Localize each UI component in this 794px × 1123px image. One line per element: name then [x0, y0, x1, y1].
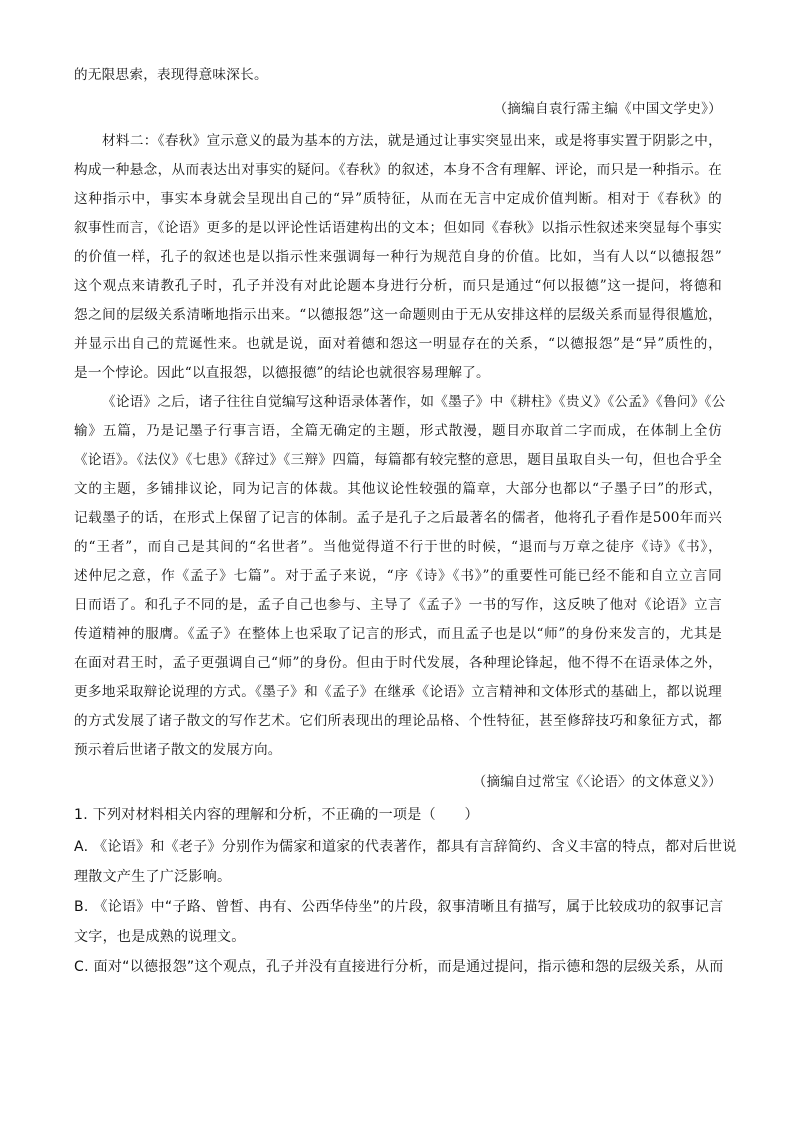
paragraph-line: 构成一种悬念，从而表达出对事实的疑问。《春秋》的叙述，本身不含有理解、评论，而只是一种指示。在	[74, 162, 722, 178]
paragraph-line: 的价值一样，孔子的叙述也是以指示性来强调每一种行为规范自身的价值。比如，当有人以“以德报怨”	[74, 249, 722, 265]
option-c-line: C. 面对“以德报怨”这个观点，孔子并没有直接进行分析，而是通过提问，指示德和怨的层级关系，从而	[74, 959, 724, 975]
paragraph-line: 的“王者”，而自己是其间的“名世者”。当他觉得道不行于世的时候，“退而与万章之徒序《诗》《书》，	[74, 539, 722, 555]
paragraph-line: 预示着后世诸子散文的发展方向。	[74, 742, 282, 758]
paragraph-line: 日而语了。和孔子不同的是，孟子自己也参与、主导了《孟子》一书的写作，这反映了他对《论语》立言	[74, 597, 722, 613]
paragraph-line: 更多地采取辩论说理的方式。《墨子》和《孟子》在继承《论语》立言精神和文体形式的基础上，都以说理	[74, 684, 722, 700]
paragraph-line: 这个观点来请教孔子时，孔子并没有对此论题本身进行分析，而只是通过“何以报德”这一提问，将德和	[74, 278, 722, 294]
paragraph-line: 的无限思索，表现得意味深长。	[74, 67, 268, 83]
question-stem: 1. 下列对材料相关内容的理解和分析，不正确的一项是（ ）	[74, 807, 479, 823]
paragraph-line: 记载墨子的话，在形式上保留了记言的体制。孟子是孔子之后最著名的儒者，他将孔子看作是500年而兴	[74, 510, 722, 526]
paragraph-line: 是一个悖论。因此“以直报怨，以德报德”的结论也就很容易理解了。	[74, 365, 490, 381]
paragraph-line: 文的主题，多铺排议论，同为记言的体裁。其他议论性较强的篇章，大部分也都以“子墨子曰”的形式，	[74, 481, 722, 497]
option-b-line: B. 《论语》中“子路、曾皙、冉有、公西华侍坐”的片段，叙事清晰且有描写，属于比较成功的叙事记言	[74, 899, 724, 915]
paragraph-line: 述仲尼之意，作《孟子》七篇”。对于孟子来说，“序《诗》《书》”的重要性可能已经不能和自立立言同	[74, 568, 722, 584]
paragraph-line: 传道精神的服膺。《孟子》在整体上也采取了记言的形式，而且孟子也是以“师”的身份来发言的，尤其是	[74, 626, 722, 642]
paragraph-line: 的方式发展了诸子散文的写作艺术。它们所表现出的理论品格、个性特征，甚至修辞技巧和象征方式，都	[74, 713, 722, 729]
paragraph-line: 材料二：《春秋》宣示意义的最为基本的方法，就是通过让事实突显出来，或是将事实置于阴影之中，	[102, 133, 722, 149]
paragraph-line: 怨之间的层级关系清晰地指示出来。“以德报怨”这一命题则由于无从安排这样的层级关系而显得很尴尬，	[74, 307, 722, 323]
paragraph-line: 并显示出自己的荒诞性来。也就是说，面对着德和怨这一明显存在的关系，“以德报怨”是“异”质性的，	[74, 336, 722, 352]
option-a-line: 理散文产生了广泛影响。	[74, 869, 232, 885]
source-citation: （摘编自袁行霈主编《中国文学史》）	[493, 101, 722, 117]
source-citation: （摘编自过常宝《〈论语〉的文体意义》）	[472, 774, 722, 790]
option-b-line: 文字，也是成熟的说理文。	[74, 929, 246, 945]
paragraph-line: 这种指示中，事实本身就会呈现出自己的“异”质特征，从而在无言中定成价值判断。相对于《春秋》的	[74, 191, 722, 207]
paragraph-line: 《论语》之后，诸子往往自觉编写这种语录体著作，如《墨子》中《耕柱》《贵义》《公孟》《鲁问》《公	[102, 394, 726, 410]
option-a-line: A. 《论语》和《老子》分别作为儒家和道家的代表著作，都具有言辞简约、含义丰富的特点，都对后世说	[74, 839, 737, 855]
paragraph-line: 叙事性而言，《论语》更多的是以评论性话语建构出的文本；但如同《春秋》以指示性叙述来突显每个事实	[74, 220, 722, 236]
paragraph-line: 输》五篇，乃是记墨子行事言语，全篇无确定的主题，形式散漫，题目亦取首二字而成，在体制上全仿	[74, 423, 722, 439]
paragraph-line: 《论语》。《法仪》《七患》《辞过》《三辩》四篇，每篇都有较完整的意思，题目虽取自头一句，但也合乎全	[74, 452, 722, 468]
paragraph-line: 在面对君王时，孟子更强调自己“师”的身份。但由于时代发展，各种理论锋起，他不得不在语录体之外，	[74, 655, 722, 671]
